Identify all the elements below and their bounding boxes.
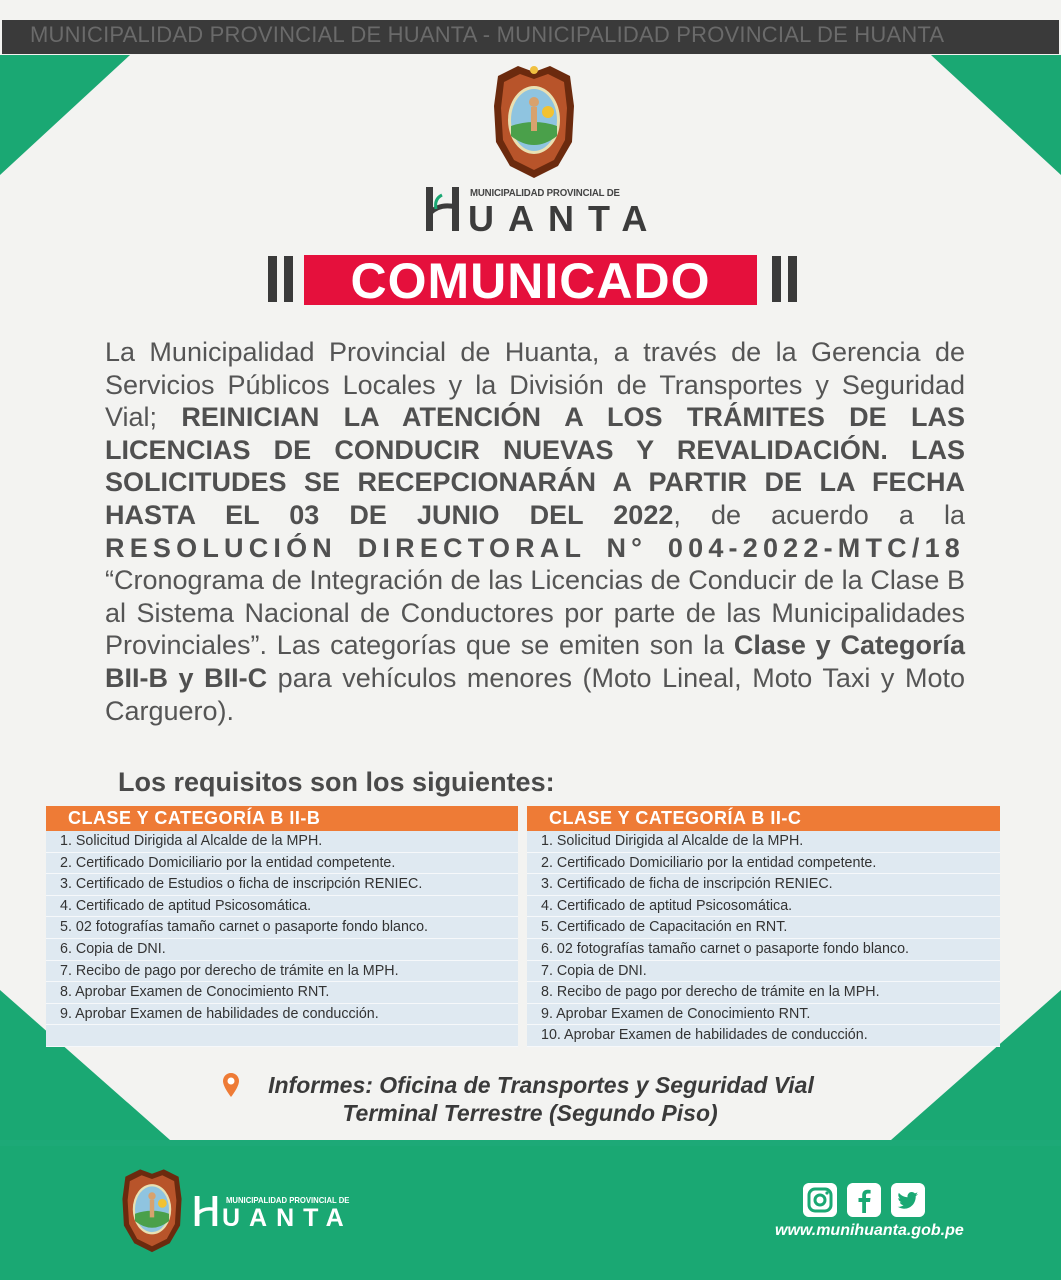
footer-logo-name: UANTA: [222, 1204, 353, 1232]
body-text: , de acuerdo a la: [673, 499, 965, 530]
website-link[interactable]: www.munihuanta.gob.pe: [775, 1222, 964, 1239]
list-item: 9. Aprobar Examen de habilidades de conducción.: [46, 1004, 518, 1026]
list-item: 5. Certificado de Capacitación en RNT.: [527, 917, 1000, 939]
list-item: 2. Certificado Domiciliario por la entidad competente.: [527, 853, 1000, 875]
page-title: COMUNICADO: [350, 253, 711, 309]
list-item: 3. Certificado de Estudios o ficha de inscripción RENIEC.: [46, 874, 518, 896]
body-text: La Municipalidad Provincial de Huanta, a través de la Gerencia de Servicios Públicos Locales y la División de Transportes y Seguridad Vial;: [105, 337, 965, 433]
list-item: 2. Certificado Domiciliario por la entidad competente.: [46, 853, 518, 875]
logo-name: UANTA: [468, 198, 662, 239]
instagram-icon[interactable]: [803, 1183, 837, 1217]
requirements-title: Los requisitos son los siguientes:: [118, 767, 555, 797]
list-item: [46, 1025, 518, 1047]
huanta-h-logo-icon: [422, 185, 466, 233]
footer-logo-subtitle: MUNICIPALIDAD PROVINCIAL DE: [226, 1195, 350, 1205]
list-item: 9. Aprobar Examen de Conocimiento RNT.: [527, 1004, 1000, 1026]
list-item: 1. Solicitud Dirigida al Alcalde de la MPH.: [46, 831, 518, 853]
body-bold-text: REINICIAN LA ATENCIÓN A LOS TRÁMITES DE LAS LICENCIAS DE CONDUCIR NUEVAS Y REVALIDACIÓN. LAS SOLICITUDES SE RECEPCIONARÁN A PARTIR DE LA FECHA HASTA EL 03 DE JUNIO DEL 2022: [105, 402, 965, 530]
column-title: CLASE Y CATEGORÍA B II-B: [46, 806, 518, 831]
list-item: 3. Certificado de ficha de inscripción RENIEC.: [527, 874, 1000, 896]
requirements-column-bii-b: [46, 806, 518, 1047]
municipal-seal-icon: [118, 1166, 186, 1254]
logo-subtitle: MUNICIPALIDAD PROVINCIAL DE: [470, 187, 620, 199]
informes-line-2: Terminal Terrestre (Segundo Piso): [342, 1100, 718, 1126]
body-text: para vehículos menores (Moto Lineal, Moto Taxi y Moto Carguero).: [105, 662, 965, 726]
list-item: 4. Certificado de aptitud Psicosomática.: [527, 896, 1000, 918]
body-text: “Cronograma de Integración de las Licencias de Conducir de la Clase B al Sistema Nacional de Conductores por parte de las Municipalidades Provinciales”. Las categorías que se emiten son la: [105, 565, 965, 661]
informes: [220, 1071, 840, 1127]
list-item: 6. 02 fotografías tamaño carnet o pasaporte fondo blanco.: [527, 939, 1000, 961]
list-item: 8. Recibo de pago por derecho de trámite en la MPH.: [527, 982, 1000, 1004]
top-banner-text: MUNICIPALIDAD PROVINCIAL DE HUANTA - MUNICIPALIDAD PROVINCIAL DE HUANTA: [30, 22, 945, 47]
heading-bars-right: [772, 256, 802, 302]
informes-line-1: Informes: Oficina de Transportes y Seguridad Vial: [268, 1072, 814, 1098]
list-item: 7. Copia de DNI.: [527, 961, 1000, 983]
twitter-icon[interactable]: [891, 1183, 925, 1217]
heading-bars-left: [268, 256, 298, 302]
requirements-column-bii-c: [527, 806, 1000, 1047]
list-item: 4. Certificado de aptitud Psicosomática.: [46, 896, 518, 918]
list-item: 10. Aprobar Examen de habilidades de conducción.: [527, 1025, 1000, 1047]
category-text: Clase y Categoría BII-B y BII-C: [105, 630, 965, 693]
municipal-seal-icon: [488, 62, 580, 180]
decor-corner: [931, 55, 1061, 175]
resolution-reference: RESOLUCIÓN DIRECTORAL N° 004-2022-MTC/18: [105, 532, 965, 563]
list-item: 5. 02 fotografías tamaño carnet o pasaporte fondo blanco.: [46, 917, 518, 939]
list-item: 6. Copia de DNI.: [46, 939, 518, 961]
list-item: 1. Solicitud Dirigida al Alcalde de la MPH.: [527, 831, 1000, 853]
huanta-h-logo-icon: [192, 1193, 222, 1229]
list-item: 8. Aprobar Examen de Conocimiento RNT.: [46, 982, 518, 1004]
announcement-body: [105, 336, 965, 727]
column-title: CLASE Y CATEGORÍA B II-C: [527, 806, 1000, 831]
decor-corner: [0, 55, 130, 175]
list-item: 7. Recibo de pago por derecho de trámite en la MPH.: [46, 961, 518, 983]
facebook-icon[interactable]: [847, 1183, 881, 1217]
